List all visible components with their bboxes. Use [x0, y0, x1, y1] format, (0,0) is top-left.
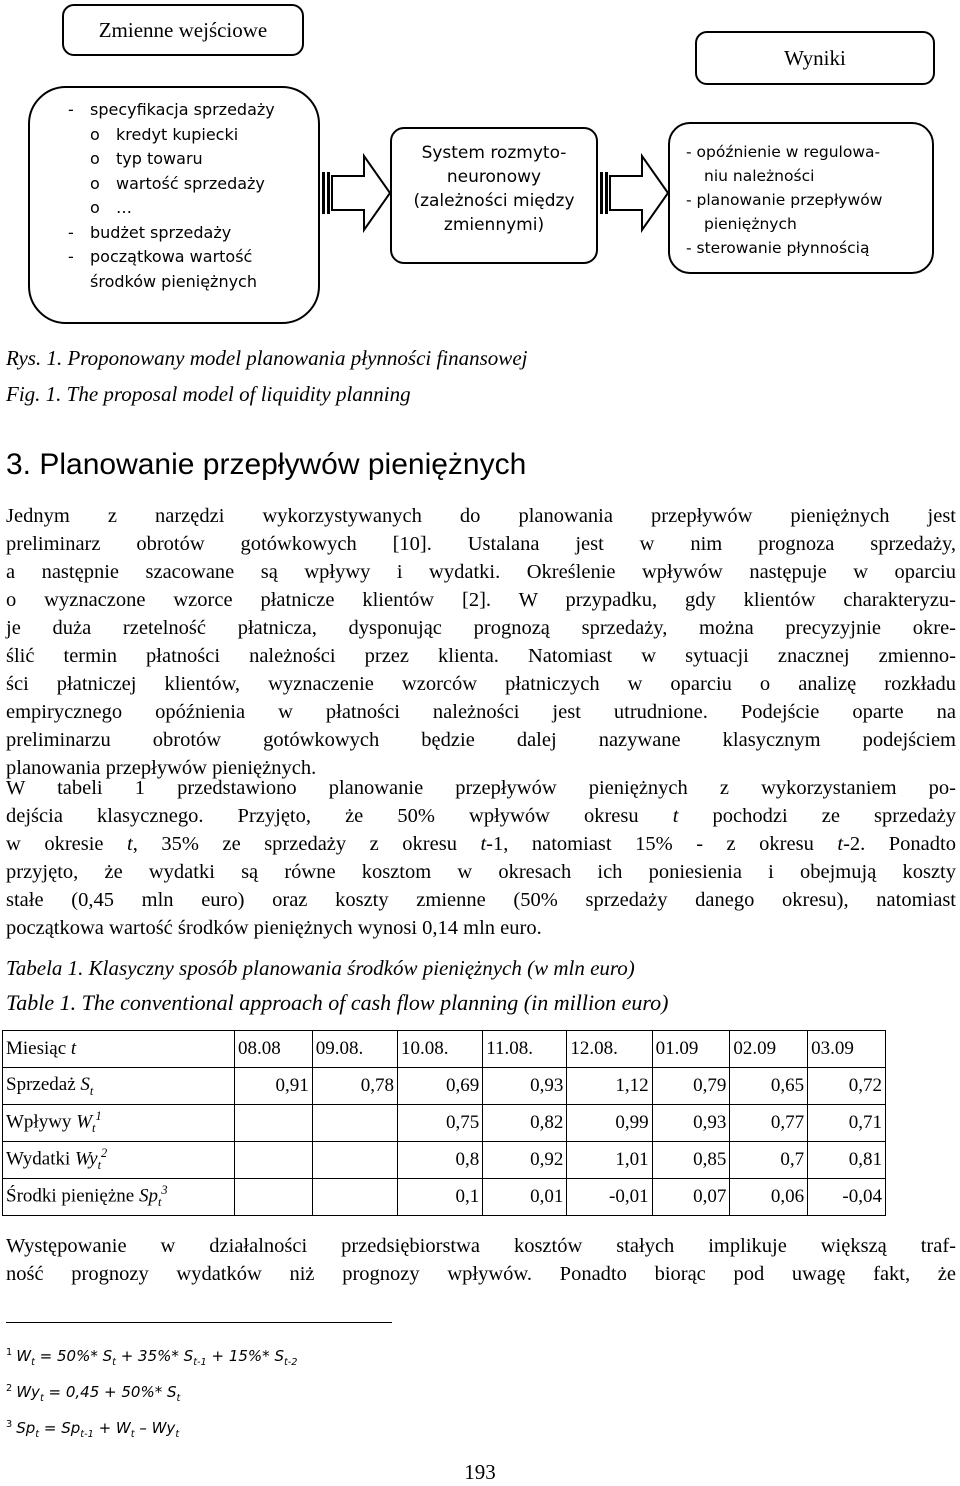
list-marker: o [90, 173, 100, 193]
table-row-label: Wpływy $W_t^1$ [3, 1105, 235, 1142]
footnotes [6, 1340, 298, 1448]
table-cell: 0,91 [235, 1068, 313, 1105]
table-month-cell: 11.08. [483, 1031, 567, 1068]
table-cell: 0,92 [483, 1142, 567, 1179]
table-month-cell: 12.08. [567, 1031, 652, 1068]
paragraph-line: o wyznaczone wzorce płatnicze klientów [2]. W przypadku, gdy klientów charakteryzu- [6, 589, 956, 611]
table-cell [235, 1142, 313, 1179]
paragraph-3 [6, 1232, 956, 1288]
table-cell: 0,72 [808, 1068, 886, 1105]
table-cell: 0,85 [652, 1142, 730, 1179]
table-row [3, 1105, 886, 1142]
list-item-text: kredyt kupiecki [116, 124, 239, 144]
table-row [3, 1179, 886, 1216]
output-line: - planowanie przepływów [686, 191, 883, 209]
table-cell: 0,79 [652, 1068, 730, 1105]
table-cell: -0,04 [808, 1179, 886, 1216]
input-list-item [30, 98, 318, 123]
output-line: - sterowanie płynnością [686, 239, 870, 257]
input-list-item [30, 172, 318, 197]
footnote-rule [6, 1322, 392, 1323]
paragraph-line: preliminarzu obrotów gotówkowych będzie dalej nazywane klasycznym podejściem [6, 729, 956, 751]
list-marker: - [68, 100, 74, 119]
outputs-box [668, 122, 934, 274]
list-item-text: budżet sprzedaży [90, 222, 232, 242]
table-month-cell: 10.08. [398, 1031, 483, 1068]
table-cell: 0,06 [730, 1179, 808, 1216]
table-row [3, 1068, 886, 1105]
paragraph-line: Jednym z narzędzi wykorzystywanych do planowania przepływów pieniężnych jest [6, 505, 956, 527]
page-number: 193 [464, 1460, 496, 1484]
table-cell: 0,78 [312, 1068, 397, 1105]
arrow-input-to-system [320, 150, 392, 236]
list-item-text: specyfikacja sprzedaży [90, 100, 275, 119]
table-cell: 0,01 [483, 1179, 567, 1216]
table-cell: 0,75 [398, 1105, 483, 1142]
paragraph-1 [6, 502, 956, 782]
table-cell: 0,93 [652, 1105, 730, 1142]
list-marker: o [90, 124, 100, 144]
list-item-text: typ towaru [116, 149, 203, 168]
cash-flow-table [2, 1030, 886, 1216]
list-marker: o [90, 149, 100, 168]
system-line: (zależności między [413, 191, 575, 211]
footnote: $^1$ $W_t = 50\%*$ $S_t + 35\%*$ $S_{t-1} + 15\%*$ $S_{t-2}$ [6, 1347, 298, 1368]
input-list-item [30, 196, 318, 221]
arrow-system-to-outputs [598, 150, 670, 236]
table-cell [312, 1105, 397, 1142]
paragraph-line: Występowanie w działalności przedsiębiorstwa kosztów stałych implikuje większą traf- [6, 1235, 956, 1257]
outputs-header: Wyniki [784, 46, 846, 70]
table-cell: 0,1 [398, 1179, 483, 1216]
paragraph-line: preliminarz obrotów gotówkowych [10]. Ustalana jest w nim prognoza sprzedaży, [6, 533, 956, 555]
table-cell: 0,82 [483, 1105, 567, 1142]
table-caption-pl: Tabela 1. Klasyczny sposób planowania środków pieniężnych (w mln euro) [6, 956, 635, 980]
input-list-item [30, 123, 318, 148]
table-month-cell: 01.09 [652, 1031, 730, 1068]
table-cell: -0,01 [567, 1179, 652, 1216]
paragraph-2 [6, 774, 956, 942]
output-line: pieniężnych [704, 215, 797, 233]
paragraph-line: ność prognozy wydatków niż prognozy wpływów. Ponadto biorąc pod uwagę fakt, że [6, 1263, 956, 1285]
paragraph-line: ści płatniczej klientów, wyznaczenie wzorców płatniczych w oparciu o analizę rozkładu [6, 673, 956, 695]
paragraph-line: dejścia klasycznego. Przyjęto, że 50% wpływów okresu t pochodzi ze sprzedaży [6, 805, 957, 827]
list-item-text: wartość sprzedaży [116, 173, 265, 193]
inputs-box [28, 86, 320, 324]
list-item-text: środków pieniężnych [90, 271, 257, 291]
outputs-header-box [695, 31, 935, 85]
table-month-cell: 02.09 [730, 1031, 808, 1068]
footnote: $^3$ $Sp_t = Sp_{t-1} + W_t - Wy_t$ [6, 1419, 180, 1440]
table-month-cell: 08.08 [235, 1031, 313, 1068]
figure-caption-pl: Rys. 1. Proponowany model planowania płynności finansowej [6, 346, 528, 370]
table-header-row [3, 1031, 886, 1068]
table-cell: 0,07 [652, 1179, 730, 1216]
table-cell: 0,93 [483, 1068, 567, 1105]
paragraph-line: ślić termin płatności należności przez klienta. Natomiast w sytuacji znacznej zmienno- [6, 645, 956, 667]
table-cell: 0,77 [730, 1105, 808, 1142]
paragraph-line: przyjęto, że wydatki są równe kosztom w okresach ich poniesienia i obejmują koszty [6, 861, 956, 883]
figure-caption-en: Fig. 1. The proposal model of liquidity planning [6, 382, 411, 406]
paragraph-line: początkowa wartość środków pieniężnych wynosi 0,14 mln euro. [6, 917, 542, 939]
inputs-header-box [62, 4, 304, 56]
table-row-label: Miesiąc t [3, 1031, 235, 1068]
inputs-header: Zmienne wejściowe [98, 18, 268, 42]
table-cell: 0,7 [730, 1142, 808, 1179]
input-list-item [30, 147, 318, 172]
paragraph-line: W tabeli 1 przedstawiono planowanie przepływów pieniężnych z wykorzystaniem po- [6, 777, 956, 799]
table-row-label: Sprzedaż $S_t$ [3, 1068, 235, 1105]
paragraph-line: planowania przepływów pieniężnych. [6, 757, 317, 779]
paragraph-line: empirycznego opóźnienia w płatności należności jest utrudnione. Podejście oparte na [6, 701, 956, 723]
input-list-item [30, 270, 318, 295]
table-month-cell: 09.08. [312, 1031, 397, 1068]
paragraph-line: stałe (0,45 mln euro) oraz koszty zmienne (50% sprzedaży danego okresu), natomiast [6, 889, 956, 911]
output-line: - opóźnienie w regulowa- [686, 143, 881, 161]
table-cell: 1,12 [567, 1068, 652, 1105]
list-item-text: … [116, 198, 132, 217]
table-cell: 0,65 [730, 1068, 808, 1105]
system-line: zmiennymi) [443, 215, 545, 235]
table-cell [235, 1105, 313, 1142]
footnote-number: 1 [6, 1347, 13, 1358]
paragraph-line: a następnie szacowane są wpływy i wydatki. Określenie wpływów następuje w oparciu [6, 561, 956, 583]
system-line: neuronowy [446, 167, 542, 187]
table-cell: 0,71 [808, 1105, 886, 1142]
paragraph-line: w okresie t, 35% ze sprzedaży z okresu t-1, natomiast 15% - z okresu t-2. Ponadto [6, 833, 956, 855]
table-row-label: Środki pieniężne $Sp_t^3$ [3, 1179, 235, 1216]
section-title: 3. Planowanie przepływów pieniężnych [6, 448, 527, 481]
table-cell [312, 1179, 397, 1216]
table-cell: 0,81 [808, 1142, 886, 1179]
table-caption-en: Table 1. The conventional approach of cash flow planning (in million euro) [6, 990, 669, 1015]
footnote: $^2$ $Wy_t = 0,45 + 50\%*$ $S_t$ [6, 1383, 181, 1404]
table-cell [235, 1179, 313, 1216]
table-cell: 1,01 [567, 1142, 652, 1179]
table-cell: 0,99 [567, 1105, 652, 1142]
table-month-cell: 03.09 [808, 1031, 886, 1068]
list-marker: - [68, 247, 74, 266]
table-row-label: Wydatki $Wy_t^2$ [3, 1142, 235, 1179]
input-list-item [30, 221, 318, 246]
input-list-item [30, 245, 318, 270]
footnote-number: 2 [6, 1383, 13, 1394]
list-marker: - [68, 222, 74, 242]
inputs-list [30, 98, 318, 294]
paragraph-line: je duża rzetelność płatnicza, dysponując prognozą sprzedaży, można precyzyjnie okre- [6, 617, 956, 639]
table-cell: 0,69 [398, 1068, 483, 1105]
table-row [3, 1142, 886, 1179]
system-box [390, 127, 598, 264]
table-cell: 0,8 [398, 1142, 483, 1179]
output-line: niu należności [704, 167, 815, 185]
list-item-text: początkowa wartość [90, 247, 253, 266]
list-marker: o [90, 198, 100, 217]
system-line: System rozmyto- [421, 143, 567, 163]
footnote-number: 3 [6, 1419, 13, 1430]
table-cell [312, 1142, 397, 1179]
